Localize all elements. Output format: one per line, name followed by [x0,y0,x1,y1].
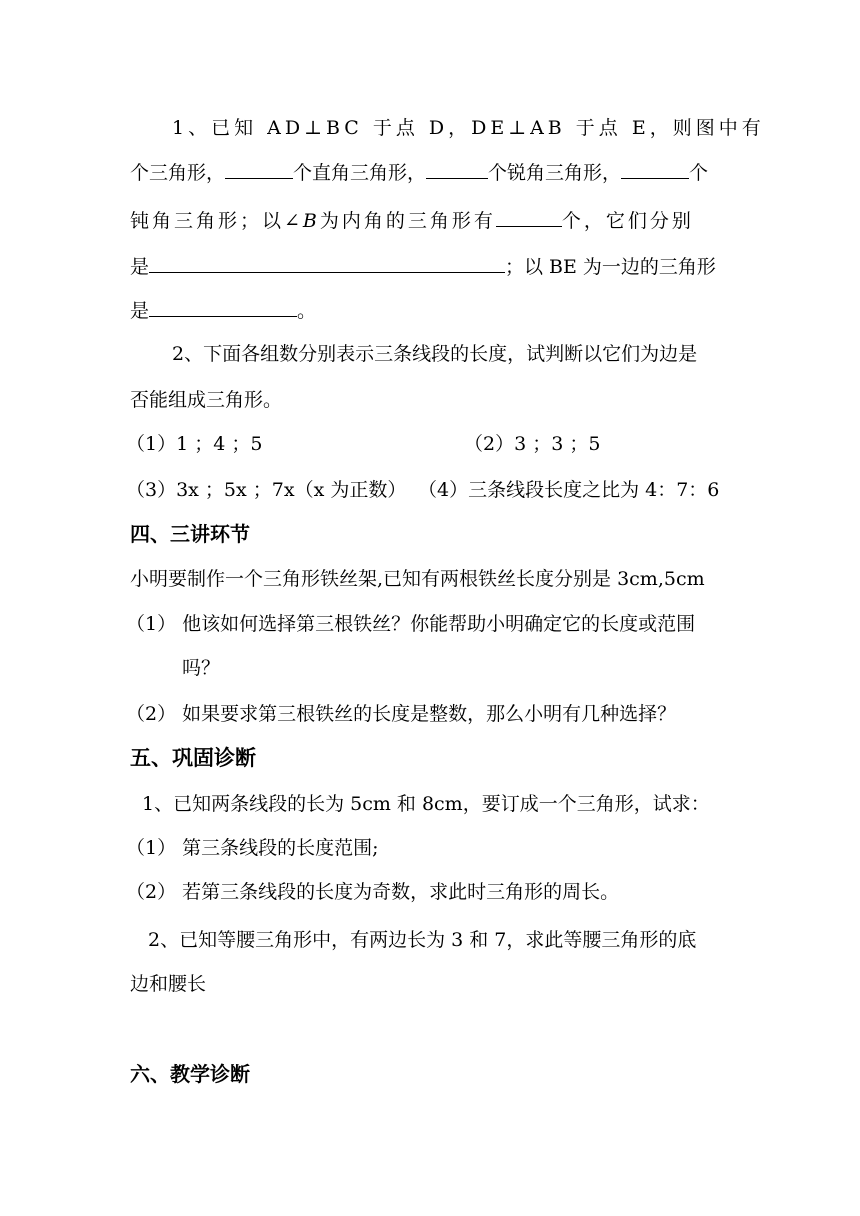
section5-title: 五、巩固诊断 [130,746,256,770]
q1-line3 [130,208,694,233]
q1-line4-b: ；以 BE 为一边的三角形 [505,256,716,278]
answer-blank[interactable] [225,160,293,179]
answer-blank-long[interactable] [149,254,505,273]
q2-line1: 2、下面各组数分别表示三条线段的长度，试判断以它们为边是 [172,343,698,365]
section5-q2-line2: 边和腰长 [130,973,207,995]
q1-line4-a: 是 [130,256,150,278]
q1-line5-a: 是 [130,300,150,322]
section5-q2-line1: 2、已知等腰三角形中，有两边长为 3 和 7，求此等腰三角形的底 [148,929,697,951]
answer-blank[interactable] [149,298,297,317]
q1-line2-a: 个三角形， [130,162,226,184]
q2-option-3: （3）3x ；5x ；7x（x 为正数） [126,479,407,501]
q1-line3-a: 钝角三角形；以 [130,210,285,232]
q1-line2-b: 个直角三角形， [293,162,427,184]
answer-blank[interactable] [496,208,562,227]
section4-title: 四、三讲环节 [130,522,250,546]
q1-line2 [130,160,708,185]
answer-blank[interactable] [426,160,488,179]
section5-q1-a: （1） 第三条线段的长度范围; [126,837,379,859]
section5-q1-b: （2） 若第三条线段的长度为奇数，求此时三角形的周长。 [126,881,620,903]
answer-blank[interactable] [621,160,689,179]
q2-option-4: （4）三条线段长度之比为 4：7：6 [418,479,720,501]
q1-line3-b: 为内角的三角形有 [319,210,496,232]
section5-q1: 1、已知两条线段的长为 5cm 和 8cm，要订成一个三角形，试求： [142,793,710,815]
q2-option-1: （1）1 ；4 ；5 [126,433,263,455]
section4-item2: （2） 如果要求第三根铁丝的长度是整数，那么小明有几种选择？ [126,703,677,725]
angle-b: ∠B [284,210,320,232]
q1-line1: 1、已知 AD⊥BC 于点 D，DE⊥AB 于点 E，则图中有 [172,117,765,139]
q1-line4 [130,254,716,279]
section6-title: 六、教学诊断 [130,1062,250,1086]
q1-line3-c: 个，它们分别 [561,210,694,232]
section4-intro: 小明要制作一个三角形铁丝架,已知有两根铁丝长度分别是 3cm,5cm [130,568,705,590]
q1-line2-c: 个锐角三角形， [488,162,622,184]
q2-option-2: （2）3 ；3 ；5 [464,433,601,455]
q1-line5 [130,298,316,323]
q2-line2: 否能组成三角形。 [130,389,283,411]
q1-line2-d: 个 [689,162,709,184]
q1-line5-b: 。 [297,300,317,322]
section4-item1-cont: 吗？ [182,657,221,679]
section4-item1: （1） 他该如何选择第三根铁丝？你能帮助小明确定它的长度或范围 [126,613,696,635]
